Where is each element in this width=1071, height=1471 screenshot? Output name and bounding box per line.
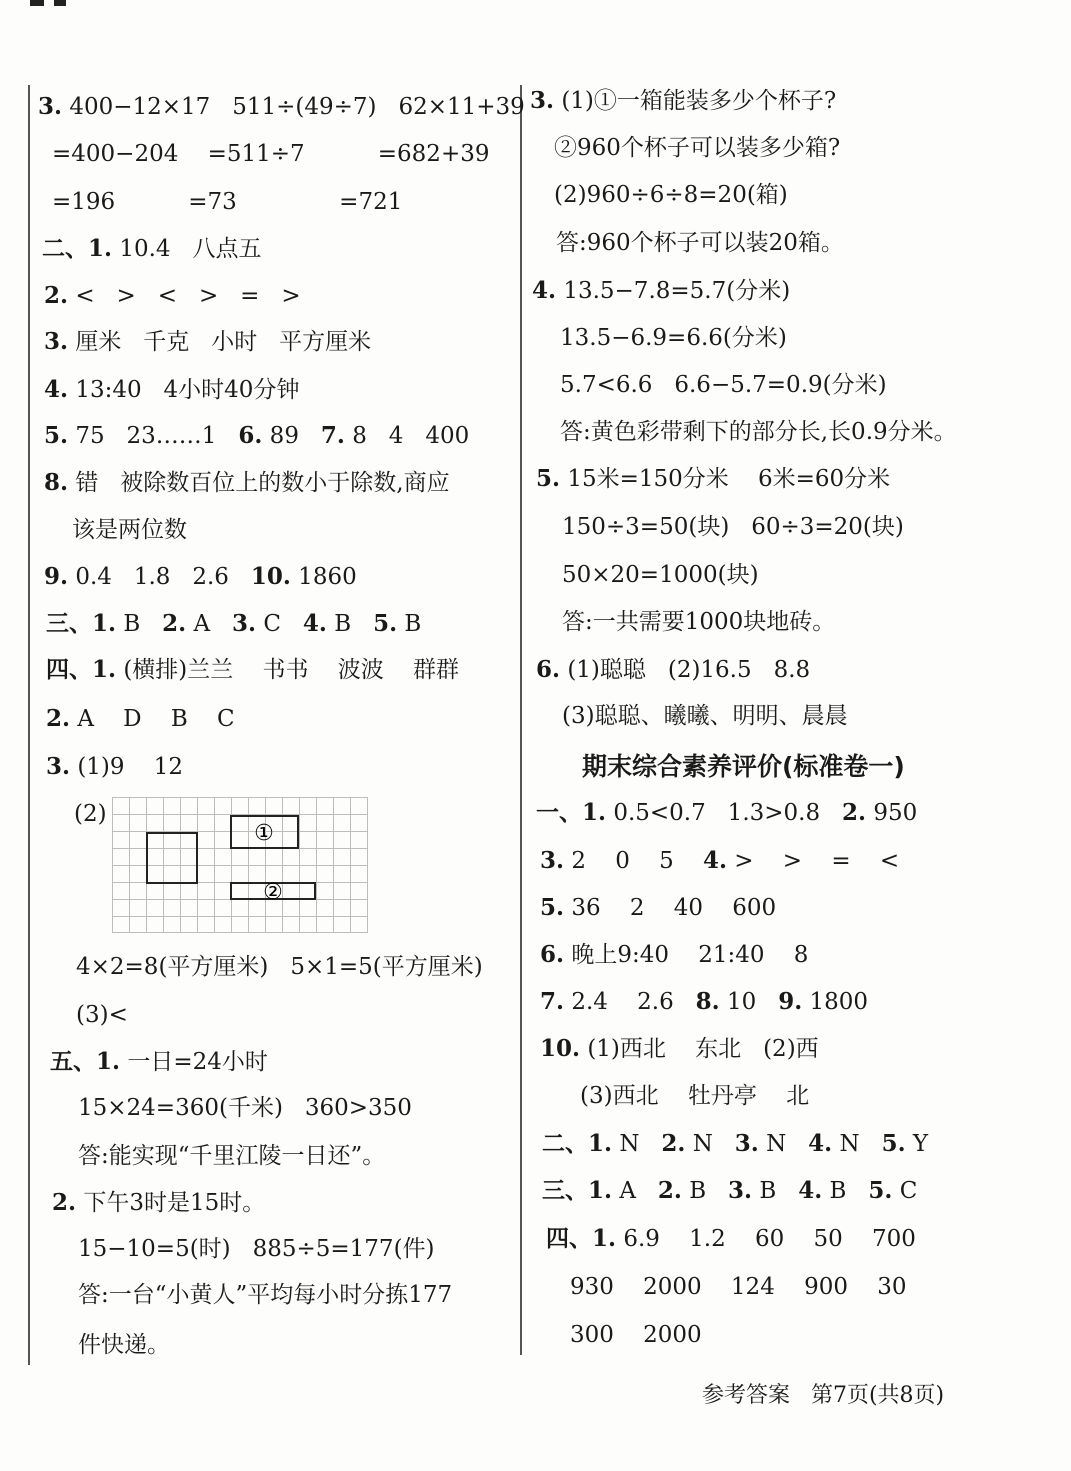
answer-line: 3. (1)9 12 <box>46 753 184 780</box>
answer-line: 一、1. 0.5<0.7 1.3>0.8 2. 950 <box>536 799 918 826</box>
answer-line: (2)960÷6÷8=20(箱) <box>554 182 788 208</box>
answer-line: =196 =73 =721 <box>52 189 403 215</box>
answer-line: 三、1. A 2. B 3. B 4. B 5. C <box>542 1177 918 1204</box>
answer-line: 4×2=8(平方厘米) 5×1=5(平方厘米) <box>76 954 483 980</box>
answer-line: 答:一台“小黄人”平均每小时分拣177 <box>78 1282 453 1308</box>
answer-line: (2) <box>74 801 107 827</box>
answer-line: 三、1. B 2. A 3. C 4. B 5. B <box>46 610 422 637</box>
answer-line: 五、1. 一日=24小时 <box>50 1048 268 1075</box>
square-shape <box>147 833 197 883</box>
answer-line: 300 2000 <box>570 1322 702 1348</box>
answer-line: 答:黄色彩带剩下的部分长,长0.9分米。 <box>560 419 957 445</box>
answer-line: 50×20=1000(块) <box>562 562 759 588</box>
answer-line: (3)< <box>76 1002 128 1028</box>
corner-mark <box>54 0 66 6</box>
answer-line: 二、1. N 2. N 3. N 4. N 5. Y <box>542 1130 929 1157</box>
answer-line: 答:能实现“千里江陵一日还”。 <box>78 1143 386 1169</box>
answer-line: 3. 400−12×17 511÷(49÷7) 62×11+39 <box>38 93 525 120</box>
answer-line: 四、1. (横排)兰兰 书书 波波 群群 <box>46 656 460 683</box>
page-footer: 参考答案 第7页(共8页) <box>702 1383 945 1408</box>
answer-line: 3. (1)①一箱能装多少个杯子? <box>530 87 837 114</box>
answer-line: 3. 厘米 千克 小时 平方厘米 <box>44 328 372 355</box>
answer-line: 5. 15米=150分米 6米=60分米 <box>536 465 891 492</box>
answer-line: 150÷3=50(块) 60÷3=20(块) <box>562 514 904 540</box>
grid-figure <box>112 797 368 933</box>
answer-line: 6. 晚上9:40 21:40 8 <box>540 941 809 968</box>
answer-line: 4. 13:40 4小时40分钟 <box>44 376 300 403</box>
answer-line: 930 2000 124 900 30 <box>570 1274 907 1300</box>
answer-line: ②960个杯子可以装多少箱? <box>554 135 841 161</box>
answer-line: 答:一共需要1000块地砖。 <box>562 609 836 635</box>
rectangle-two-label: ② <box>263 880 283 905</box>
answer-line: 2. < > < > = > <box>44 282 301 309</box>
answer-line: 15−10=5(时) 885÷5=177(件) <box>78 1236 435 1262</box>
answer-line: 件快递。 <box>78 1332 170 1358</box>
answer-line: 3. 2 0 5 4. > > = < <box>540 847 900 874</box>
answer-line: 4. 13.5−7.8=5.7(分米) <box>532 277 791 304</box>
section-heading: 期末综合素养评价(标准卷一) <box>582 752 905 781</box>
answer-line: 四、1. 6.9 1.2 60 50 700 <box>546 1225 916 1252</box>
answer-line: 8. 错 被除数百位上的数小于除数,商应 <box>44 469 450 496</box>
answer-line: 10. (1)西北 东北 (2)西 <box>540 1035 819 1062</box>
answer-line: 9. 0.4 1.8 2.6 10. 1860 <box>44 563 357 590</box>
answer-line: 该是两位数 <box>72 517 187 543</box>
answer-line: 5.7<6.6 6.6−5.7=0.9(分米) <box>560 372 887 398</box>
answer-line: 2. 下午3时是15时。 <box>52 1189 266 1216</box>
answer-line: 答:960个杯子可以装20箱。 <box>556 230 844 256</box>
rectangle-one-label: ① <box>254 821 274 846</box>
corner-mark <box>30 0 44 6</box>
answer-line: (3)西北 牡丹亭 北 <box>580 1083 810 1109</box>
answer-line: 13.5−6.9=6.6(分米) <box>560 325 787 351</box>
answer-line: (3)聪聪、曦曦、明明、晨晨 <box>562 703 848 729</box>
answer-line: 7. 2.4 2.6 8. 10 9. 1800 <box>540 988 869 1015</box>
answer-line: 5. 36 2 40 600 <box>540 894 777 921</box>
grid-lines <box>112 797 368 933</box>
column-divider <box>520 85 522 1355</box>
answer-line: 二、1. 10.4 八点五 <box>42 235 262 262</box>
answer-line: 2. A D B C <box>46 705 235 732</box>
answer-line: 15×24=360(千米) 360>350 <box>78 1095 412 1121</box>
answer-line: =400−204 =511÷7 =682+39 <box>52 141 490 167</box>
left-margin-rule <box>28 85 30 1365</box>
answer-line: 6. (1)聪聪 (2)16.5 8.8 <box>536 656 811 683</box>
answer-line: 5. 75 23……1 6. 89 7. 8 4 400 <box>44 422 470 449</box>
